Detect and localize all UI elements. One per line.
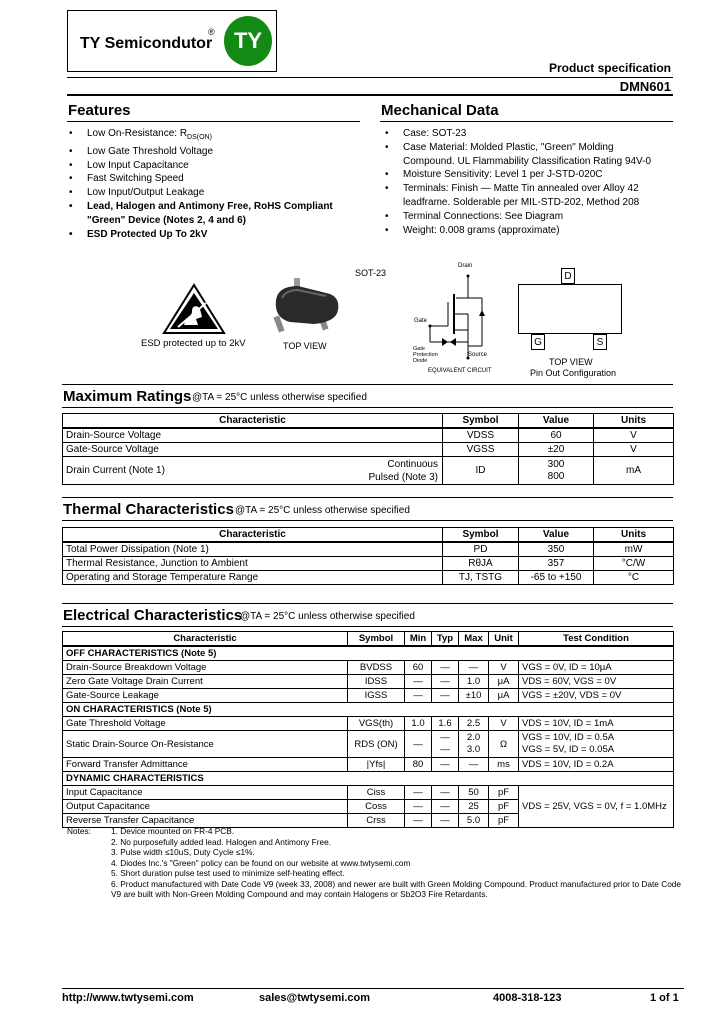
footer-phone: 4008-318-123 [493, 992, 562, 1004]
circuit-gate-label: Gate [414, 318, 428, 324]
thermal-title: Thermal Characteristics [63, 501, 234, 518]
max-ratings-table [62, 413, 674, 485]
max-ratings-rule-bottom [62, 407, 673, 408]
feature-item: • Low Input Capacitance [65, 159, 365, 173]
pin-g: G [531, 334, 545, 350]
feature-item: • Low On-Resistance: $R_{DS(ON)}$ [65, 127, 365, 145]
on-characteristics-label: ON CHARACTERISTICS (Note 5) [63, 703, 674, 717]
max-ratings-condition: @TA = 25°C unless otherwise specified [192, 392, 367, 403]
electrical-condition: @TA = 25°C unless otherwise specified [240, 611, 415, 622]
footer-page-number: 1 of 1 [650, 992, 679, 1004]
note-item: 1. Device mounted on FR-4 PCB. [111, 826, 235, 836]
registered-mark: ® [208, 27, 215, 37]
product-specification-label: Product specification [548, 61, 671, 75]
table-row: Operating and Storage Temperature Range TJ, TSTG -65 to +150 °C [63, 571, 674, 585]
note-item: 5. Short duration pulse test used to minimize self-heating effect. [111, 868, 345, 878]
feature-item: • Low Input/Output Leakage [65, 186, 365, 200]
mechanical-item: • Terminal Connections: See Diagram [381, 210, 681, 224]
note-item: 2. No purposefully added lead. Halogen and Antimony Free. [111, 836, 332, 847]
circuit-caption: EQUIVALENT CIRCUIT [428, 368, 492, 374]
mechanical-item-continuation: Compound. UL Flammability Classification Rating 94V-0 [403, 155, 652, 167]
note-item: 4. Diodes Inc.'s "Green" policy can be found on our website at www.twtysemi.com [111, 857, 411, 868]
thermal-rule-top [62, 497, 673, 498]
max-ratings-title: Maximum Ratings [63, 388, 192, 405]
mechanical-item: • Terminals: Finish — Matte Tin annealed over Alloy 42 [381, 182, 681, 196]
note-item: 3. Pulse width ≤10uS, Duty Cycle ≤1%. [111, 847, 255, 857]
table-row: Drain-Source Breakdown Voltage BVDSS 60 — — V VGS = 0V, ID = 10μA [63, 661, 674, 675]
features-title: Features [68, 102, 131, 119]
electrical-rule-top [62, 603, 673, 604]
mechanical-item-continuation: leadframe. Solderable per MIL-STD-202, Method 208 [403, 196, 640, 208]
table-row: Output Capacitance Coss — — 25 pF [63, 800, 674, 814]
feature-item-continuation: "Green" Device (Notes 2, 4 and 6) [87, 214, 246, 226]
pinout-caption-top-view: TOP VIEW [549, 357, 593, 367]
header-rule-bottom [67, 94, 673, 96]
col-value: Value [519, 414, 594, 429]
footer-website-link[interactable]: http://www.twtysemi.com [62, 992, 194, 1004]
circuit-drain-label: Drain [458, 263, 473, 269]
table-row: Total Power Dissipation (Note 1) PD 350 mW [63, 542, 674, 557]
feature-item: • Fast Switching Speed [65, 172, 365, 186]
electrical-rule-bottom [62, 626, 673, 627]
company-logo [67, 10, 277, 72]
circuit-source-label: Source [468, 352, 488, 358]
pin-d: D [561, 268, 575, 284]
mechanical-rule [380, 121, 673, 122]
header-rule-top [67, 77, 673, 78]
col-characteristic: Characteristic [63, 414, 443, 429]
table-row: Input Capacitance Ciss — — 50 pF VDS = 25V, VGS = 0V, f = 1.0MHz [63, 786, 674, 800]
table-row: Zero Gate Voltage Drain Current IDSS — — 1.0 μA VDS = 60V, VGS = 0V [63, 675, 674, 689]
pinout-body [518, 284, 622, 334]
mechanical-title: Mechanical Data [381, 102, 499, 119]
table-row: Reverse Transfer Capacitance Crss — — 5.0 pF [63, 814, 674, 828]
ty-logo-badge: TY [224, 16, 272, 66]
mechanical-item: • Case: SOT-23 [381, 127, 681, 141]
company-name: TY Semicondutor [80, 35, 213, 52]
table-row: Drain Current (Note 1) Continuous Pulsed (Note 3) ID 300 800 mA [63, 457, 674, 485]
mechanical-item: • Case Material: Molded Plastic, "Green" Molding [381, 141, 681, 155]
col-symbol: Symbol [443, 414, 519, 429]
thermal-condition: @TA = 25°C unless otherwise specified [235, 505, 410, 516]
table-row: Gate-Source Leakage IGSS — — ±10 μA VGS = ±20V, VDS = 0V [63, 689, 674, 703]
mechanical-item: • Moisture Sensitivity: Level 1 per J-STD-020C [381, 168, 681, 182]
notes-label: Notes: [67, 826, 91, 836]
pinout-caption: Pin Out Configuration [530, 368, 617, 378]
footer-rule [62, 988, 684, 989]
notes-list [97, 826, 687, 900]
footer-email-link[interactable]: sales@twtysemi.com [259, 992, 370, 1004]
table-row: Drain-Source Voltage VDSS 60 V [63, 428, 674, 443]
feature-item: • Lead, Halogen and Antimony Free, RoHS Compliant [65, 200, 365, 214]
pin-s: S [593, 334, 607, 350]
mechanical-item: • Weight: 0.008 grams (approximate) [381, 224, 681, 238]
off-characteristics-label: OFF CHARACTERISTICS (Note 5) [63, 646, 674, 661]
sot23-package-image [268, 276, 344, 338]
esd-warning-icon [162, 283, 226, 335]
dynamic-characteristics-label: DYNAMIC CHARACTERISTICS [63, 772, 674, 786]
top-view-caption: TOP VIEW [283, 341, 327, 351]
feature-item: • Low Gate Threshold Voltage [65, 145, 365, 159]
part-number: DMN601 [619, 79, 671, 94]
esd-caption: ESD protected up to 2kV [141, 338, 246, 349]
features-rule [67, 121, 360, 122]
thermal-table: Characteristic Symbol Value Units Total Power Dissipation (Note 1) PD 350 mW Thermal Resistance, Junction to Ambient RθJA 357 °C/W Operating and Storage Temperature Range TJ, TSTG -65 to +150 °C [62, 527, 674, 585]
col-units: Units [594, 414, 674, 429]
max-ratings-rule-top [62, 384, 673, 385]
note-item: 6. Product manufactured with Date Code V9 (week 33, 2008) and newer are built with Green Molding Compound. Product manufactured prior to Date Code V9 are built with Non-Green Molding Compound and may contain Halogens or Sb2O3 Fire Retardants. [111, 878, 682, 899]
table-row: Forward Transfer Admittance |Yfs| 80 — — ms VDS = 10V, ID = 0.2A [63, 758, 674, 772]
thermal-rule-bottom [62, 520, 673, 521]
feature-item: • ESD Protected Up To 2kV [65, 228, 365, 242]
table-row: Gate Threshold Voltage VGS(th) 1.0 1.6 2.5 V VDS = 10V, ID = 1mA [63, 717, 674, 731]
table-row: Gate-Source Voltage VGSS ±20 V [63, 443, 674, 457]
dynamic-test-condition: VDS = 25V, VGS = 0V, f = 1.0MHz [519, 786, 674, 828]
package-label: SOT-23 [355, 268, 387, 278]
table-row: Static Drain-Source On-Resistance RDS (ON) — — — 2.0 3.0 Ω VGS = 10V, ID = 0.5A VGS = 5V, ID = 0.05A [63, 731, 674, 758]
electrical-table: Characteristic Symbol Min Typ Max Unit Test Condition OFF CHARACTERISTICS (Note 5) Drain-Source Breakdown Voltage BVDSS 60 — — V VGS = 0V, ID = 10μA Zero Gate Voltage Drain Current IDSS — — 1.0 μA VDS = 60V, VGS = 0V Gate-Source Leakage IGSS — — ±10 μA VGS = ±20V, VDS = 0V ON CHARACTERISTICS (Note 5) Gate Threshold Voltage VGS(th) 1.0 1.6 2.5 V VDS = 10V, ID = 1mA Static Drain-Source On-Resistance RDS (ON) — — — 2.0 3.0 Ω VGS = 10V, ID = 0.5A VGS = 5V, ID = 0.05A Forward Transfer Admittance |Yfs| 80 — — ms VDS = 10V, ID = 0.2A DYNAMIC CHARACTERISTICS Input Capacitance Ciss — — 50 pF VDS = 25V, VGS = 0V, f = 1.0MHz Output Capacitance Coss — — 25 pF Reverse Transfer Capacitance Crss — — 5.0 pF [62, 631, 674, 828]
circuit-gate-diode-label: Gate Protection Diode [413, 346, 438, 364]
electrical-title: Electrical Characteristics [63, 607, 243, 624]
features-list [65, 127, 365, 241]
table-row: Thermal Resistance, Junction to Ambient RθJA 357 °C/W [63, 557, 674, 571]
mechanical-list [381, 127, 681, 237]
